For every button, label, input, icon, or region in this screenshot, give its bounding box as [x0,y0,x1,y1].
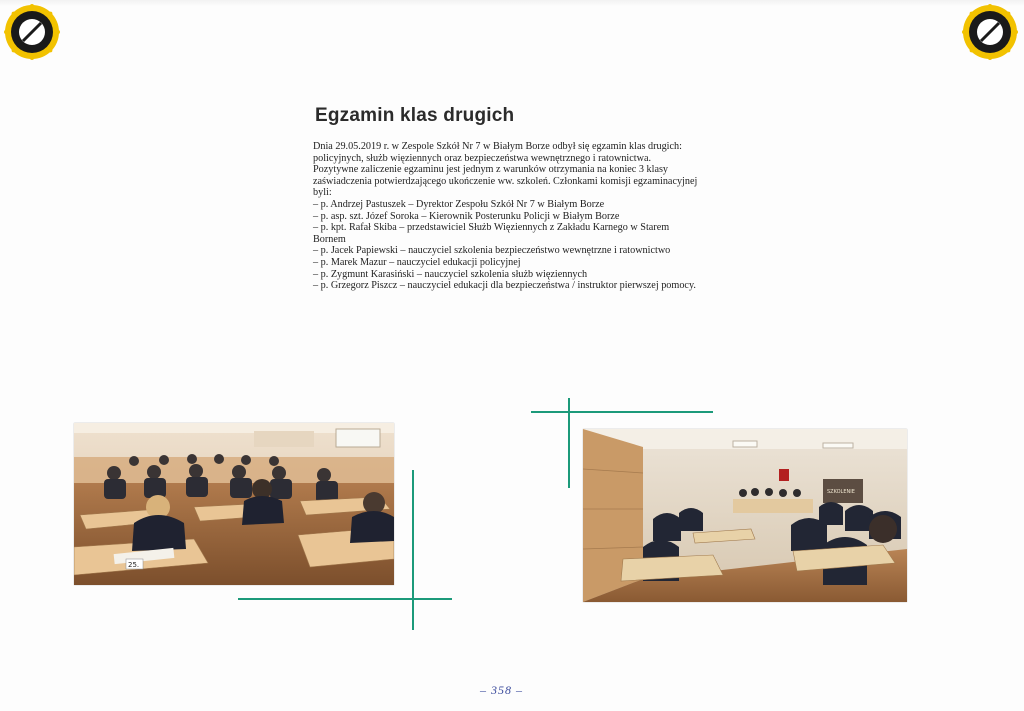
exam-photo-committee [583,429,907,602]
body-line: Pozytywne zaliczenie egzaminu jest jednym z warunków otrzymania na koniec 3 klasy [313,164,669,176]
committee-member-continuation: Bornem [313,233,346,245]
committee-member: – p. Marek Mazur – nauczyciel edukacji policyjnej [313,256,521,268]
pdf-xchange-badge-icon [4,4,60,60]
body-line: Dnia 29.05.2019 r. w Zespole Szkół Nr 7 w Białym Borze odbył się egzamin klas drugich: [313,141,682,152]
committee-member: – p. Grzegorz Piszcz – nauczyciel edukacji dla bezpieczeństwa / instruktor pierwszej pomocy. [313,280,696,292]
body-line: byli: [313,187,332,199]
pdf-xchange-badge-icon [962,4,1018,60]
exam-photo-classroom [74,423,394,585]
committee-member: – p. Andrzej Pastuszek – Dyrektor Zespołu Szkół Nr 7 w Białym Borze [313,198,605,210]
scan-edge [0,0,1024,6]
crop-mark-line [238,598,452,600]
crop-mark-line [531,411,713,413]
committee-member: – p. kpt. Rafał Skiba – przedstawiciel Służb Więziennych z Zakładu Karnego w Starem [313,222,670,234]
body-line: zaświadczenia potwierdzającego ukończenie ww. szkoleń. Członkami komisji egzaminacyjnej [313,175,698,187]
document-title: Egzamin klas drugich [315,105,515,126]
desk-number-label: 25. [128,561,140,569]
document-body [313,141,723,292]
committee-member: – p. Zygmunt Karasiński – nauczyciel szkolenia służb więziennych [313,268,588,280]
committee-member: – p. asp. szt. Józef Soroka – Kierownik Posterunku Policji w Białym Borze [313,210,620,222]
wall-sign-label: SZKOLENIE [827,489,855,495]
crop-mark-line [412,470,414,630]
body-line: policyjnych, służb więziennych oraz bezpieczeństwa wewnętrznego i ratownictwa. [313,152,652,164]
committee-member: – p. Jacek Papiewski – nauczyciel szkolenia bezpieczeństwo wewnętrzne i ratownictwo [313,245,671,257]
page-number: – 358 – [480,683,523,697]
